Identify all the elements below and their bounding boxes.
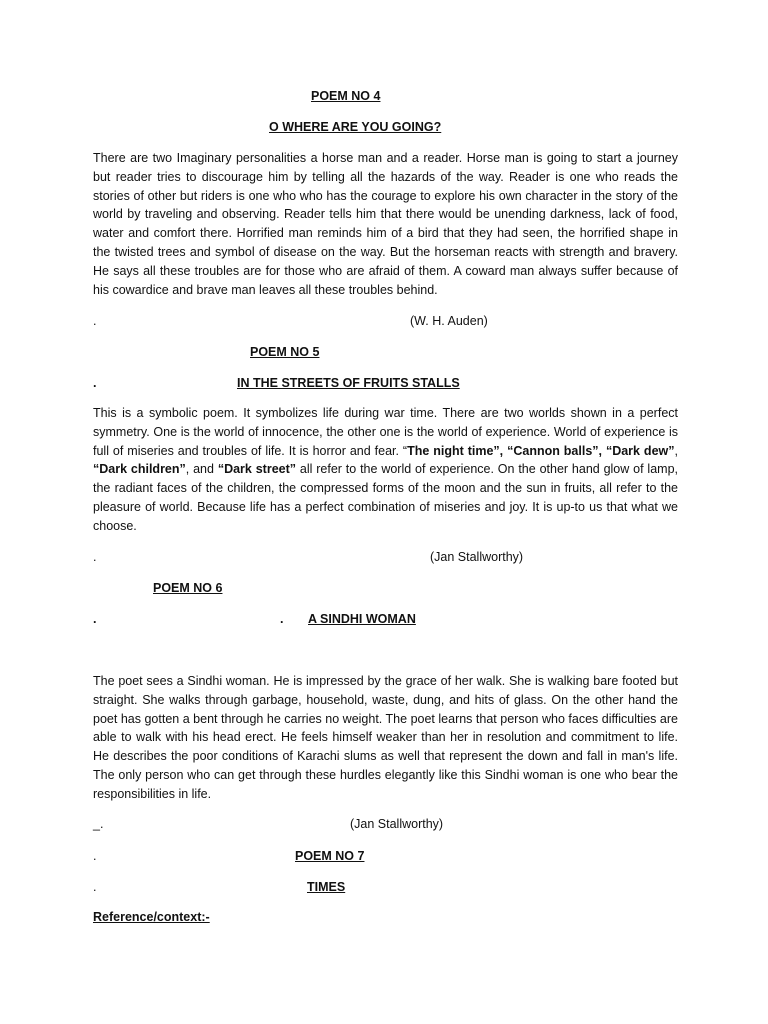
- poem4-title: O WHERE ARE YOU GOING?: [269, 120, 442, 134]
- poem6-author: (Jan Stallworthy): [350, 817, 444, 831]
- poem7-reference: Reference/context:-: [93, 910, 210, 924]
- poem5-body-sep-1: ,: [674, 443, 678, 458]
- poem7-dot-2: .: [93, 880, 97, 894]
- poem7-title: TIMES: [307, 880, 346, 894]
- poem4-dot: .: [93, 314, 97, 328]
- poem4-body: There are two Imaginary personalities a horse man and a reader. Horse man is going to start a journey but reader tries to discourage him by telling all the hazards of the way. Reader is one who reads the stories of other but riders is one who who has the courage to explore his own character in the story of the world by traveling and observing. Reader tells him that there would be unending darkness, lack of food, water and comfort there. Horrified man reminds him of a bird that they had seen, the horrified shape in the twisted trees and symbol of disease on the way. But the horseman reacts with strength and bravery. He says all these troubles are for those who are afraid of them. A coward man always suffer because of his cowardice and brave man leaves all these troubles behind.: [93, 151, 678, 297]
- poem5-author: (Jan Stallworthy): [430, 550, 524, 564]
- poem5-body-bold-1: The night time”, “Cannon balls”, “Dark dew”: [407, 443, 675, 458]
- poem7-dot: .: [93, 849, 97, 863]
- poem5-dot: .: [93, 376, 97, 390]
- poem4-author: (W. H. Auden): [410, 314, 488, 328]
- poem5-body: [93, 404, 678, 536]
- poem6-mark: _.: [93, 817, 104, 831]
- poem6-body: The poet sees a Sindhi woman. He is impressed by the grace of her walk. She is walking bare footed but straight. She walks through garbage, household, waste, dung, and hits of glass. On the other hand the poet has gotten a bent through he carries no weight. The poet learns that person who faces difficulties are able to walk with his head erect. He feels himself weaker than her in resolution and commitment to life. He describes the poor conditions of Karachi slums as well that represent the down and fall in man's life. The only person who can get through these hurdles elegantly like this Sindhi woman is one who bear the responsibilities in life.: [93, 674, 678, 801]
- poem5-body-bold-2: “Dark children”: [93, 462, 186, 477]
- poem5-title: IN THE STREETS OF FRUITS STALLS: [237, 376, 460, 390]
- poem7-heading: POEM NO 7: [295, 849, 365, 863]
- poem5-body-text-1: This is a symbolic poem. It symbolizes life during war time. There are two worlds shown in a perfect symmetry. One is the world of innocence, the other one is the world of experience. World of experience is full of miseries and troubles of life. It is horror and fear. “: [93, 406, 678, 458]
- poem6-dot-mid: .: [280, 612, 284, 626]
- poem5-body-sep-2: , and: [185, 462, 218, 477]
- poem5-body-text-2: all refer to the world of experience. On the other hand glow of lamp, the radiant faces of the children, the compressed forms of the moon and the sun in fruits, all refer to the pleasure of world. Because life has a perfect combination of miseries and joy. It is up-to us that what we choose.: [93, 462, 678, 533]
- poem5-dot-2: .: [93, 550, 97, 564]
- poem5-heading: POEM NO 5: [250, 345, 320, 359]
- poem6-dot: .: [93, 612, 97, 626]
- poem6-title: A SINDHI WOMAN: [308, 612, 416, 626]
- poem6-heading: POEM NO 6: [153, 581, 223, 595]
- poem5-body-bold-3: “Dark street”: [217, 462, 297, 477]
- poem4-heading: POEM NO 4: [311, 89, 381, 103]
